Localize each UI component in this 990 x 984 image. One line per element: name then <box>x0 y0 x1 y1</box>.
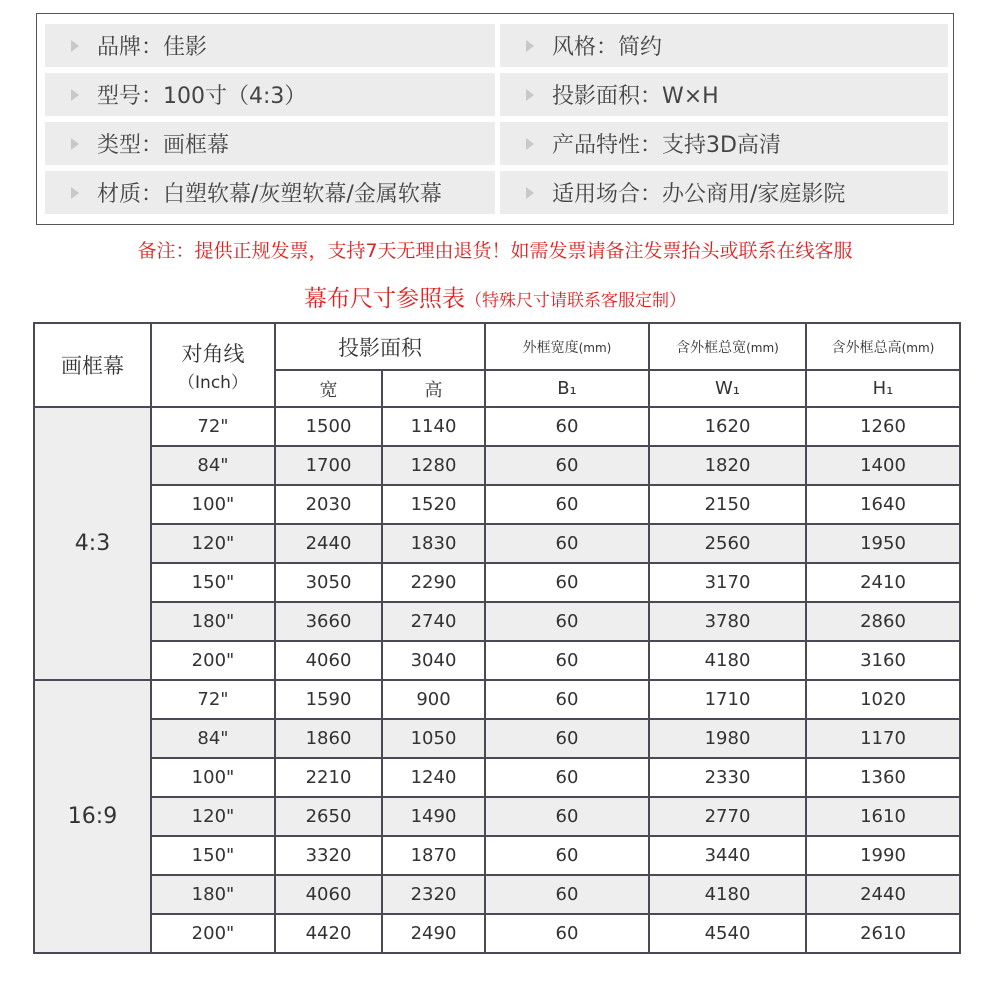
width-cell: 1700 <box>275 446 382 485</box>
frame-width-cell: 60 <box>485 563 649 602</box>
table-row <box>34 758 960 797</box>
height-cell: 2740 <box>382 602 485 641</box>
total-width-cell: 2560 <box>649 524 806 563</box>
spec-area <box>500 73 948 116</box>
height-cell: 2320 <box>382 875 485 914</box>
total-width-cell: 3780 <box>649 602 806 641</box>
total-height-cell: 1640 <box>806 485 960 524</box>
height-cell: 2490 <box>382 914 485 953</box>
width-cell: 3320 <box>275 836 382 875</box>
width-cell: 1860 <box>275 719 382 758</box>
diagonal-cell: 180" <box>151 602 275 641</box>
header-width: 宽 <box>275 370 382 407</box>
spec-brand <box>45 24 495 67</box>
remark-note: 备注：提供正规发票，支持7天无理由退货！如需发票请备注发票抬头或联系在线客服 <box>137 240 853 262</box>
width-cell: 1500 <box>275 407 382 446</box>
header-total-height-unit: (mm) <box>901 341 935 355</box>
total-width-cell: 4180 <box>649 875 806 914</box>
width-cell: 4420 <box>275 914 382 953</box>
frame-width-cell: 60 <box>485 524 649 563</box>
header-frame-width-unit: (mm) <box>578 341 612 355</box>
header-total-width-unit: (mm) <box>746 341 779 355</box>
table-body <box>34 407 960 953</box>
header-h1: H₁ <box>806 370 960 407</box>
frame-width-cell: 60 <box>485 680 649 719</box>
diagonal-cell: 180" <box>151 875 275 914</box>
table-row <box>34 875 960 914</box>
spec-label: 型号：100寸（4:3） <box>97 84 307 109</box>
width-cell: 3050 <box>275 563 382 602</box>
table-row <box>34 680 960 719</box>
header-diagonal-unit: （Inch） <box>178 372 248 393</box>
height-cell: 2290 <box>382 563 485 602</box>
table-header-row <box>34 323 960 370</box>
frame-width-cell: 60 <box>485 758 649 797</box>
bullet-arrow-icon <box>71 89 79 101</box>
frame-width-cell: 60 <box>485 407 649 446</box>
width-cell: 3660 <box>275 602 382 641</box>
height-cell: 1240 <box>382 758 485 797</box>
bullet-arrow-icon <box>526 187 534 199</box>
table-row <box>34 914 960 953</box>
height-cell: 1280 <box>382 446 485 485</box>
height-cell: 1490 <box>382 797 485 836</box>
total-width-cell: 3170 <box>649 563 806 602</box>
width-cell: 2650 <box>275 797 382 836</box>
table-row <box>34 836 960 875</box>
spec-model <box>45 73 495 116</box>
header-total-height <box>806 323 960 370</box>
header-w1: W₁ <box>649 370 806 407</box>
spec-type <box>45 122 495 165</box>
table-row <box>34 719 960 758</box>
table-row <box>34 524 960 563</box>
spec-panel <box>36 13 954 225</box>
spec-label: 投影面积：W×H <box>552 84 719 109</box>
diagonal-cell: 100" <box>151 485 275 524</box>
total-height-cell: 2410 <box>806 563 960 602</box>
total-height-cell: 1020 <box>806 680 960 719</box>
spec-label: 材质：白塑软幕/灰塑软幕/金属软幕 <box>97 182 442 207</box>
header-type: 画框幕 <box>34 323 151 407</box>
height-cell: 1050 <box>382 719 485 758</box>
table-row <box>34 485 960 524</box>
ratio-cell: 4:3 <box>34 407 151 680</box>
frame-width-cell: 60 <box>485 641 649 680</box>
bullet-arrow-icon <box>71 187 79 199</box>
header-frame-width <box>485 323 649 370</box>
spec-style <box>500 24 948 67</box>
diagonal-cell: 150" <box>151 563 275 602</box>
diagonal-cell: 120" <box>151 524 275 563</box>
header-height: 高 <box>382 370 485 407</box>
frame-width-cell: 60 <box>485 836 649 875</box>
total-height-cell: 1170 <box>806 719 960 758</box>
frame-width-cell: 60 <box>485 875 649 914</box>
total-height-cell: 1400 <box>806 446 960 485</box>
width-cell: 2210 <box>275 758 382 797</box>
diagonal-cell: 150" <box>151 836 275 875</box>
spec-label: 产品特性：支持3D高清 <box>552 133 781 158</box>
table-title <box>0 280 990 313</box>
frame-width-cell: 60 <box>485 914 649 953</box>
total-height-cell: 1950 <box>806 524 960 563</box>
total-width-cell: 2770 <box>649 797 806 836</box>
header-frame-width-label: 外框宽度 <box>522 340 579 356</box>
total-width-cell: 4180 <box>649 641 806 680</box>
bullet-arrow-icon <box>526 40 534 52</box>
frame-width-cell: 60 <box>485 602 649 641</box>
diagonal-cell: 72" <box>151 407 275 446</box>
total-height-cell: 2860 <box>806 602 960 641</box>
diagonal-cell: 200" <box>151 641 275 680</box>
header-total-height-label: 含外框总高 <box>831 340 902 356</box>
total-height-cell: 2440 <box>806 875 960 914</box>
table-row <box>34 797 960 836</box>
total-width-cell: 1620 <box>649 407 806 446</box>
bullet-arrow-icon <box>526 89 534 101</box>
spec-label: 适用场合：办公商用/家庭影院 <box>552 182 846 207</box>
header-diagonal <box>151 323 275 407</box>
total-width-cell: 2330 <box>649 758 806 797</box>
table-row <box>34 446 960 485</box>
table-row <box>34 563 960 602</box>
frame-width-cell: 60 <box>485 719 649 758</box>
total-height-cell: 1990 <box>806 836 960 875</box>
total-width-cell: 1710 <box>649 680 806 719</box>
diagonal-cell: 72" <box>151 680 275 719</box>
diagonal-cell: 84" <box>151 446 275 485</box>
diagonal-cell: 84" <box>151 719 275 758</box>
size-reference-table <box>33 322 961 954</box>
height-cell: 1140 <box>382 407 485 446</box>
total-width-cell: 2150 <box>649 485 806 524</box>
spec-label: 风格：简约 <box>552 35 663 60</box>
diagonal-cell: 200" <box>151 914 275 953</box>
bullet-arrow-icon <box>71 138 79 150</box>
width-cell: 4060 <box>275 875 382 914</box>
diagonal-cell: 100" <box>151 758 275 797</box>
frame-width-cell: 60 <box>485 446 649 485</box>
total-width-cell: 3440 <box>649 836 806 875</box>
header-total-width-label: 含外框总宽 <box>676 340 747 356</box>
bullet-arrow-icon <box>71 40 79 52</box>
table-row <box>34 407 960 446</box>
height-cell: 1520 <box>382 485 485 524</box>
total-height-cell: 2610 <box>806 914 960 953</box>
table-row <box>34 602 960 641</box>
table-title-main: 幕布尺寸参照表 <box>304 286 465 312</box>
header-b1: B₁ <box>485 370 649 407</box>
total-height-cell: 1260 <box>806 407 960 446</box>
total-width-cell: 1820 <box>649 446 806 485</box>
table-row <box>34 641 960 680</box>
width-cell: 2030 <box>275 485 382 524</box>
frame-width-cell: 60 <box>485 485 649 524</box>
width-cell: 1590 <box>275 680 382 719</box>
frame-width-cell: 60 <box>485 797 649 836</box>
width-cell: 4060 <box>275 641 382 680</box>
spec-feature <box>500 122 948 165</box>
height-cell: 1870 <box>382 836 485 875</box>
spec-usage <box>500 171 948 214</box>
spec-material <box>45 171 495 214</box>
diagonal-cell: 120" <box>151 797 275 836</box>
total-height-cell: 1610 <box>806 797 960 836</box>
bullet-arrow-icon <box>526 138 534 150</box>
header-diagonal-label: 对角线 <box>181 341 245 366</box>
total-width-cell: 4540 <box>649 914 806 953</box>
header-total-width <box>649 323 806 370</box>
total-height-cell: 1360 <box>806 758 960 797</box>
height-cell: 900 <box>382 680 485 719</box>
table-title-sub: （特殊尺寸请联系客服定制） <box>465 291 686 311</box>
height-cell: 1830 <box>382 524 485 563</box>
spec-label: 类型：画框幕 <box>97 133 230 158</box>
ratio-cell: 16:9 <box>34 680 151 953</box>
width-cell: 2440 <box>275 524 382 563</box>
spec-label: 品牌：佳影 <box>97 35 208 60</box>
height-cell: 3040 <box>382 641 485 680</box>
total-height-cell: 3160 <box>806 641 960 680</box>
total-width-cell: 1980 <box>649 719 806 758</box>
header-area: 投影面积 <box>275 323 485 370</box>
